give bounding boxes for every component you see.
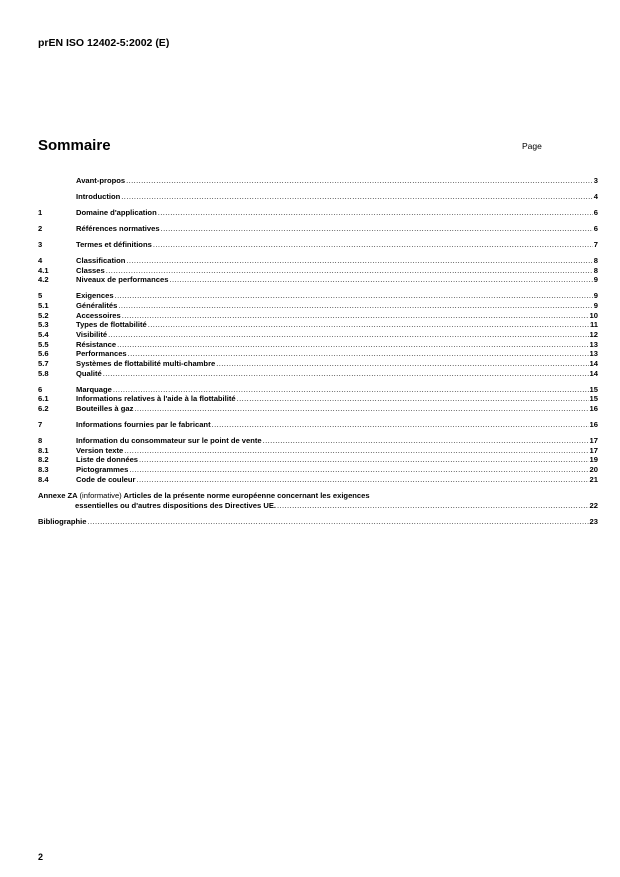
toc-entry-title: Exigences <box>76 291 114 301</box>
toc-entry-page: 19 <box>589 455 598 465</box>
toc-entry-title: Généralités <box>76 300 118 310</box>
annex-title-line-2: essentielles ou d'autres dispositions des Directives UE. <box>75 500 277 510</box>
toc-entry-number: 7 <box>38 420 43 430</box>
toc-entry-number: 5 <box>38 291 43 301</box>
annex-line-2 <box>38 501 598 511</box>
toc-entry[interactable] <box>38 240 598 250</box>
toc-dot-leader <box>88 517 589 527</box>
toc-entry-page: 17 <box>589 445 598 455</box>
toc-entry-number: 5.2 <box>38 310 49 320</box>
toc-dot-leader <box>158 208 593 218</box>
toc-entry[interactable] <box>38 192 598 202</box>
toc-entry-page: 6 <box>593 223 598 233</box>
toc-entry-page: 20 <box>589 465 598 475</box>
toc-dot-leader <box>115 291 593 301</box>
toc-entry-page: 8 <box>593 265 598 275</box>
toc-entry[interactable] <box>38 394 598 404</box>
toc-entry-number: 6.2 <box>38 404 49 414</box>
toc-entry-number: 5.6 <box>38 349 49 359</box>
toc-entry[interactable] <box>38 275 598 285</box>
toc-heading: Sommaire <box>38 137 111 154</box>
toc-entry-number: 8.2 <box>38 455 49 465</box>
toc-entry-title: Qualité <box>76 368 102 378</box>
toc-entry-title: Informations fournies par le fabricant <box>76 420 211 430</box>
toc-entry[interactable] <box>38 369 598 379</box>
toc-entry-title: Visibilité <box>76 330 108 340</box>
toc-dot-leader <box>121 192 592 202</box>
toc-entry-page: 15 <box>589 394 598 404</box>
toc-entry-title: Performances <box>76 349 127 359</box>
toc-dot-leader <box>161 224 593 234</box>
page-column-label: Page <box>522 141 542 151</box>
table-of-contents <box>38 176 598 526</box>
toc-entry-page: 21 <box>589 474 598 484</box>
toc-dot-leader <box>126 176 593 186</box>
toc-entry[interactable] <box>38 385 598 395</box>
toc-entry-title: Résistance <box>76 339 117 349</box>
toc-entry-title: Avant-propos <box>76 176 126 185</box>
toc-entry-page: 14 <box>589 368 598 378</box>
toc-entry-page: 17 <box>589 436 598 446</box>
toc-entry-title: Classes <box>76 265 105 275</box>
toc-entry-page: 4 <box>593 191 598 201</box>
toc-entry-title: Bouteilles à gaz <box>76 404 134 414</box>
annex-qualifier: (informative) <box>79 490 122 500</box>
annex-page: 22 <box>589 500 598 510</box>
toc-entry-number: 5.4 <box>38 330 49 340</box>
toc-dot-leader <box>153 240 593 250</box>
toc-entry-number: 6 <box>38 384 43 394</box>
toc-dot-leader <box>108 330 588 340</box>
toc-entry-number: 8.3 <box>38 465 49 475</box>
toc-entry-number: 8.1 <box>38 445 49 455</box>
bibliography-title: Bibliographie <box>38 516 87 526</box>
toc-entry-number: 8 <box>38 436 43 446</box>
toc-entry[interactable] <box>38 455 598 465</box>
annex-label: Annexe ZA <box>38 490 78 500</box>
toc-entry-page: 9 <box>593 275 598 285</box>
toc-entry-page: 13 <box>589 339 598 349</box>
toc-entry-page: 10 <box>589 310 598 320</box>
toc-entry[interactable] <box>38 176 598 186</box>
toc-entry-title: Références normatives <box>76 223 160 233</box>
toc-entry-number: 5.7 <box>38 359 49 369</box>
toc-dot-leader <box>148 320 589 330</box>
toc-dot-leader <box>128 349 589 359</box>
toc-dot-leader <box>103 369 589 379</box>
toc-entry-title: Domaine d'application <box>76 207 157 217</box>
toc-dot-leader <box>126 256 592 266</box>
toc-entry[interactable] <box>38 404 598 414</box>
toc-dot-leader <box>237 394 589 404</box>
toc-entry[interactable] <box>38 266 598 276</box>
toc-entry-page: 8 <box>593 255 598 265</box>
toc-entry-number: 2 <box>38 223 43 233</box>
toc-entry[interactable] <box>38 359 598 369</box>
toc-entry[interactable] <box>38 330 598 340</box>
toc-entry-title: Classification <box>76 255 126 265</box>
toc-entry-number: 5.8 <box>38 368 49 378</box>
toc-entry[interactable] <box>38 291 598 301</box>
toc-entry-number: 4.1 <box>38 265 49 275</box>
toc-entry-title: Version texte <box>76 445 124 455</box>
toc-dot-leader <box>106 266 593 276</box>
toc-entry[interactable] <box>38 475 598 485</box>
toc-entry-title: Code de couleur <box>76 474 136 484</box>
toc-dot-leader <box>137 475 589 485</box>
toc-entry-title: Pictogrammes <box>76 465 129 475</box>
toc-entry-page: 12 <box>589 330 598 340</box>
toc-entry-number: 4 <box>38 255 43 265</box>
toc-entry-page: 15 <box>589 384 598 394</box>
toc-entry-page: 6 <box>593 207 598 217</box>
toc-entry-number: 3 <box>38 239 43 249</box>
toc-entry[interactable] <box>38 301 598 311</box>
toc-entry-number: 1 <box>38 207 43 217</box>
toc-dot-leader <box>117 340 588 350</box>
toc-entry[interactable] <box>38 320 598 330</box>
toc-dot-leader <box>216 359 588 369</box>
toc-entry[interactable] <box>38 208 598 218</box>
toc-entry-number: 5.1 <box>38 300 49 310</box>
toc-entry-number: 6.1 <box>38 394 49 404</box>
toc-entry-page: 14 <box>589 359 598 369</box>
toc-entry-number: 8.4 <box>38 474 49 484</box>
toc-dot-leader <box>129 465 588 475</box>
toc-entry-title: Termes et définitions <box>76 239 152 249</box>
toc-entry[interactable] <box>38 465 598 475</box>
toc-dot-leader <box>134 404 588 414</box>
toc-entry-number: 5.3 <box>38 320 49 330</box>
toc-entry-title: Niveaux de performances <box>76 275 169 285</box>
toc-entry-title: Introduction <box>76 191 121 201</box>
toc-entry-title: Accessoires <box>76 310 121 320</box>
toc-dot-leader <box>122 311 589 321</box>
toc-entry[interactable] <box>38 224 598 234</box>
toc-entry-title: Types de flottabilité <box>76 320 147 330</box>
document-id: prEN ISO 12402-5:2002 (E) <box>38 37 170 49</box>
toc-entry-title: Systèmes de flottabilité multi-chambre <box>76 359 216 369</box>
toc-entry-page: 16 <box>589 420 598 430</box>
toc-entry-page: 9 <box>593 300 598 310</box>
toc-entry-page: 3 <box>593 176 598 185</box>
toc-entry-number: 5.5 <box>38 339 49 349</box>
toc-entry[interactable] <box>38 256 598 266</box>
toc-dot-leader <box>263 436 589 446</box>
toc-annex-entry[interactable] <box>38 491 598 510</box>
toc-dot-leader <box>113 385 589 395</box>
toc-entry[interactable] <box>38 349 598 359</box>
toc-dot-leader <box>118 301 592 311</box>
toc-entry-page: 13 <box>589 349 598 359</box>
toc-entry-page: 9 <box>593 291 598 301</box>
toc-dot-leader <box>124 446 588 456</box>
toc-entry-title: Liste de données <box>76 455 139 465</box>
page-number: 2 <box>38 852 44 862</box>
toc-entry-page: 16 <box>589 404 598 414</box>
toc-entry[interactable] <box>38 436 598 446</box>
toc-dot-leader <box>169 275 592 285</box>
bibliography-page: 23 <box>589 516 598 526</box>
toc-entry[interactable] <box>38 446 598 456</box>
toc-entry-number: 4.2 <box>38 275 49 285</box>
toc-dot-leader <box>212 420 589 430</box>
toc-entry[interactable] <box>38 340 598 350</box>
toc-entry-page: 11 <box>589 320 598 330</box>
toc-entry-title: Informations relatives à l'aide à la flottabilité <box>76 394 236 404</box>
toc-entry-title: Marquage <box>76 384 112 394</box>
toc-bibliography-entry[interactable] <box>38 517 598 527</box>
toc-entry-title: Information du consommateur sur le point de vente <box>76 436 262 446</box>
toc-entry[interactable] <box>38 420 598 430</box>
annex-title-line-1: Articles de la présente norme européenne concernant les exigences <box>123 490 370 500</box>
toc-entry[interactable] <box>38 311 598 321</box>
toc-entry-page: 7 <box>593 239 598 249</box>
toc-dot-leader <box>277 501 589 511</box>
annex-line-1 <box>38 491 598 501</box>
toc-dot-leader <box>139 455 589 465</box>
